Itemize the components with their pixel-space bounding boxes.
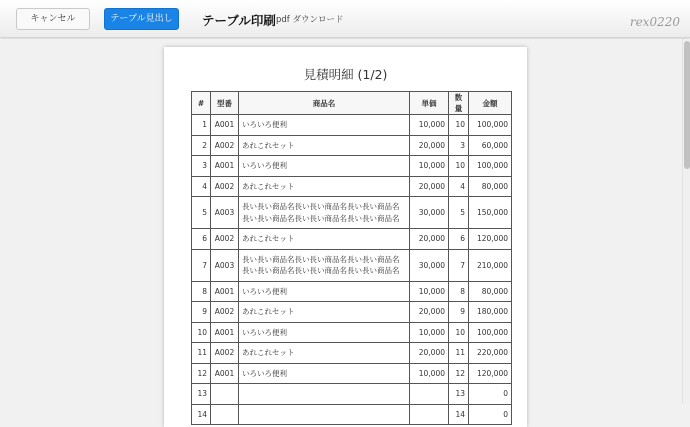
quantity-cell: 3	[449, 135, 469, 156]
unit-price-cell: 20,000	[410, 229, 449, 250]
brand-logo: rex0220	[629, 15, 680, 29]
row-number-cell: 7	[192, 249, 211, 281]
unit-price-cell: 20,000	[410, 176, 449, 197]
amount-cell: 180,000	[469, 302, 512, 323]
column-header-amount: 金額	[469, 92, 512, 115]
product-code-cell	[211, 404, 239, 425]
table-row	[192, 249, 512, 281]
row-number-cell: 13	[192, 384, 211, 405]
product-code-cell: A002	[211, 229, 239, 250]
cancel-button[interactable]: キャンセル	[16, 8, 90, 30]
unit-price-cell	[410, 384, 449, 405]
table-row	[192, 343, 512, 364]
table-row	[192, 322, 512, 343]
table-row	[192, 156, 512, 177]
row-number-cell: 6	[192, 229, 211, 250]
unit-price-cell: 10,000	[410, 281, 449, 302]
table-row	[192, 115, 512, 136]
amount-cell: 100,000	[469, 156, 512, 177]
quantity-cell: 11	[449, 343, 469, 364]
pdf-preview-area[interactable]	[0, 39, 682, 419]
quantity-cell: 9	[449, 302, 469, 323]
row-number-cell: 11	[192, 343, 211, 364]
row-number-cell: 2	[192, 135, 211, 156]
product-code-cell: A001	[211, 281, 239, 302]
row-number-cell: 3	[192, 156, 211, 177]
product-code-cell: A003	[211, 249, 239, 281]
unit-price-cell: 10,000	[410, 115, 449, 136]
amount-cell: 100,000	[469, 115, 512, 136]
product-code-cell: A001	[211, 115, 239, 136]
row-number-cell: 9	[192, 302, 211, 323]
table-row	[192, 197, 512, 229]
unit-price-cell: 20,000	[410, 135, 449, 156]
amount-cell: 80,000	[469, 281, 512, 302]
column-header-quantity: 数量	[449, 92, 469, 115]
table-row	[192, 363, 512, 384]
product-name-cell: 長い長い商品名長い長い商品名長い長い商品名長い長い商品名長い長い商品名長い長い商品名	[239, 197, 410, 229]
row-number-cell: 1	[192, 115, 211, 136]
product-name-cell: いろいろ便利	[239, 156, 410, 177]
quantity-cell: 10	[449, 115, 469, 136]
table-row	[192, 404, 512, 425]
product-code-cell: A002	[211, 343, 239, 364]
unit-price-cell	[410, 404, 449, 425]
product-name-cell: いろいろ便利	[239, 115, 410, 136]
toolbar	[0, 0, 690, 38]
product-name-cell	[239, 404, 410, 425]
amount-cell: 210,000	[469, 249, 512, 281]
product-name-cell: あれこれセット	[239, 176, 410, 197]
table-header-row	[192, 92, 512, 115]
app-subtitle: pdf ダウンロード	[276, 15, 344, 25]
amount-cell: 80,000	[469, 176, 512, 197]
amount-cell: 100,000	[469, 322, 512, 343]
product-name-cell: あれこれセット	[239, 343, 410, 364]
table-row	[192, 176, 512, 197]
product-code-cell	[211, 384, 239, 405]
product-name-cell: あれこれセット	[239, 302, 410, 323]
estimate-table	[191, 91, 512, 425]
row-number-cell: 8	[192, 281, 211, 302]
product-name-cell: 長い長い商品名長い長い商品名長い長い商品名長い長い商品名長い長い商品名長い長い商品名	[239, 249, 410, 281]
column-header-code: 型番	[211, 92, 239, 115]
unit-price-cell: 30,000	[410, 197, 449, 229]
table-row	[192, 135, 512, 156]
quantity-cell: 6	[449, 229, 469, 250]
amount-cell: 150,000	[469, 197, 512, 229]
amount-cell: 220,000	[469, 343, 512, 364]
quantity-cell: 13	[449, 384, 469, 405]
quantity-cell: 14	[449, 404, 469, 425]
product-name-cell: あれこれセット	[239, 135, 410, 156]
table-row	[192, 384, 512, 405]
pdf-page	[164, 47, 527, 427]
row-number-cell: 4	[192, 176, 211, 197]
row-number-cell: 14	[192, 404, 211, 425]
quantity-cell: 10	[449, 322, 469, 343]
quantity-cell: 8	[449, 281, 469, 302]
table-heading-button[interactable]: テーブル見出し	[104, 8, 179, 30]
quantity-cell: 4	[449, 176, 469, 197]
quantity-cell: 12	[449, 363, 469, 384]
amount-cell: 60,000	[469, 135, 512, 156]
column-header-unit-price: 単価	[410, 92, 449, 115]
unit-price-cell: 30,000	[410, 249, 449, 281]
scrollbar-thumb[interactable]	[684, 41, 690, 169]
unit-price-cell: 10,000	[410, 156, 449, 177]
table-row	[192, 302, 512, 323]
product-code-cell: A002	[211, 135, 239, 156]
unit-price-cell: 20,000	[410, 343, 449, 364]
quantity-cell: 7	[449, 249, 469, 281]
product-code-cell: A001	[211, 322, 239, 343]
table-row	[192, 229, 512, 250]
product-code-cell: A002	[211, 302, 239, 323]
table-row	[192, 281, 512, 302]
product-code-cell: A001	[211, 363, 239, 384]
product-name-cell: いろいろ便利	[239, 281, 410, 302]
document-title: 見積明細 (1/2)	[303, 67, 388, 82]
amount-cell: 0	[469, 404, 512, 425]
row-number-cell: 10	[192, 322, 211, 343]
unit-price-cell: 10,000	[410, 363, 449, 384]
row-number-cell: 5	[192, 197, 211, 229]
product-code-cell: A002	[211, 176, 239, 197]
product-name-cell	[239, 384, 410, 405]
amount-cell: 0	[469, 384, 512, 405]
vertical-scrollbar[interactable]	[682, 39, 690, 404]
app-title: テーブル印刷	[202, 13, 276, 28]
amount-cell: 120,000	[469, 363, 512, 384]
product-code-cell: A001	[211, 156, 239, 177]
amount-cell: 120,000	[469, 229, 512, 250]
row-number-cell: 12	[192, 363, 211, 384]
unit-price-cell: 10,000	[410, 322, 449, 343]
column-header-product-name: 商品名	[239, 92, 410, 115]
quantity-cell: 10	[449, 156, 469, 177]
product-code-cell: A003	[211, 197, 239, 229]
product-name-cell: いろいろ便利	[239, 322, 410, 343]
column-header-number: #	[192, 92, 211, 115]
unit-price-cell: 20,000	[410, 302, 449, 323]
product-name-cell: いろいろ便利	[239, 363, 410, 384]
quantity-cell: 5	[449, 197, 469, 229]
product-name-cell: あれこれセット	[239, 229, 410, 250]
